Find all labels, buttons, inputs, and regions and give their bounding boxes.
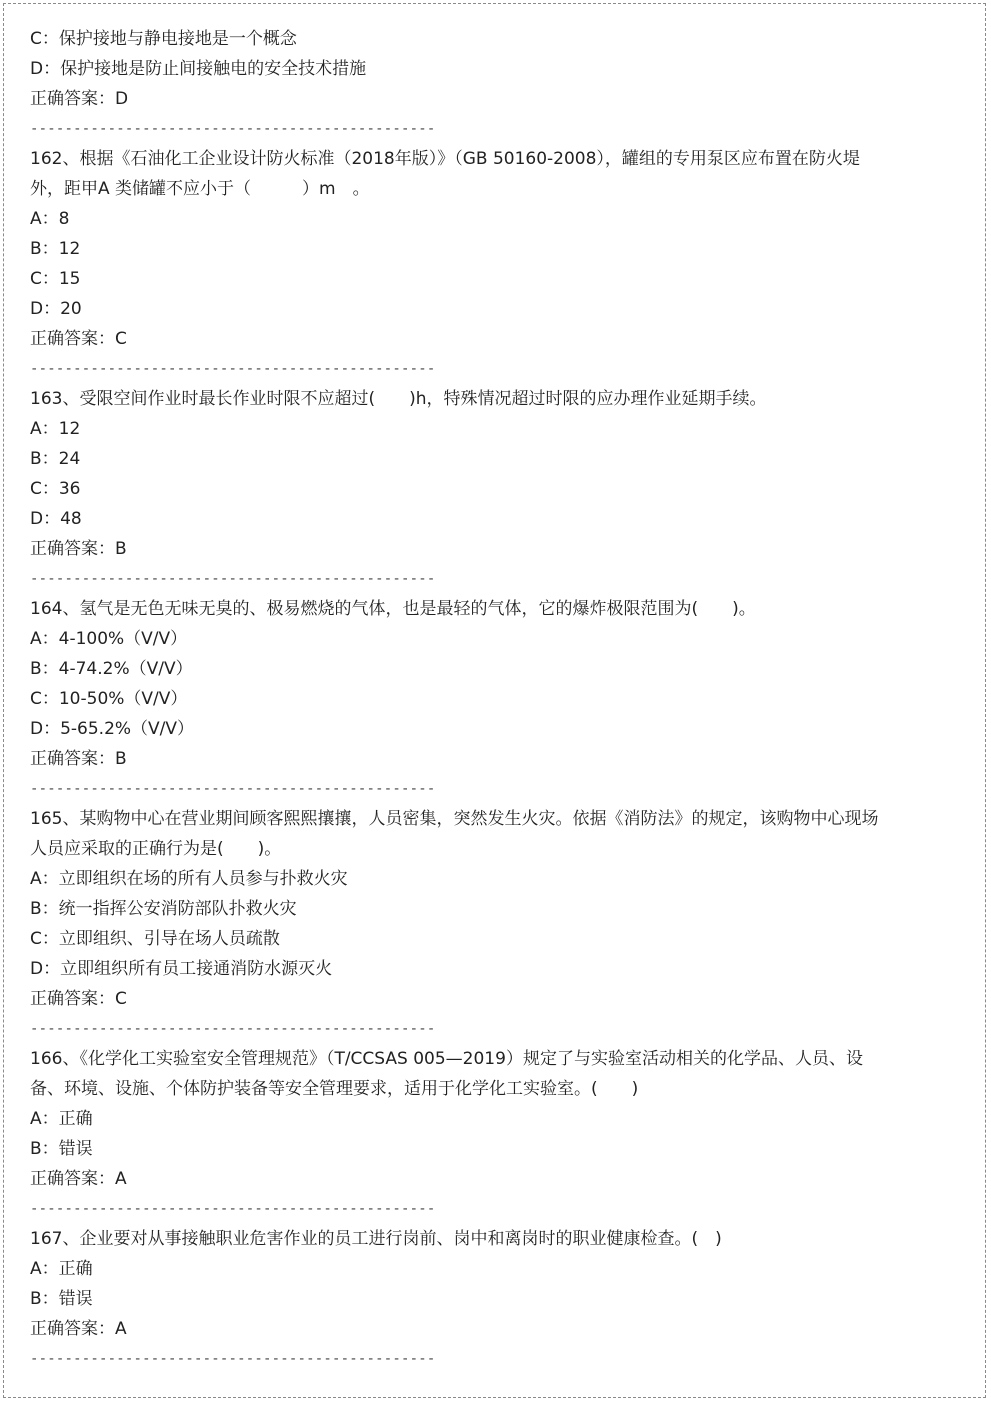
option-c: C：10-50%（V/V） bbox=[30, 689, 188, 709]
answer: 正确答案：A bbox=[30, 1169, 127, 1189]
option-a: A：正确 bbox=[30, 1109, 93, 1129]
answer: 正确答案：C bbox=[30, 989, 127, 1009]
separator: ----------------------------------------------- bbox=[30, 781, 436, 797]
question-163 bbox=[30, 384, 890, 594]
option-a: A：8 bbox=[30, 209, 70, 229]
question-162 bbox=[30, 144, 890, 384]
question-stem: 165、某购物中心在营业期间顾客熙熙攘攘，人员密集，突然发生火灾。依据《消防法》的规定，该购物中心现场人员应采取的正确行为是( )。 bbox=[30, 809, 879, 859]
separator: ----------------------------------------------- bbox=[30, 1351, 436, 1367]
option-a: A：12 bbox=[30, 419, 81, 439]
separator: ----------------------------------------------- bbox=[30, 1201, 436, 1217]
option-a: A：4-100%（V/V） bbox=[30, 629, 188, 649]
question-166 bbox=[30, 1044, 890, 1224]
option-d: D：20 bbox=[30, 299, 82, 319]
separator: ----------------------------------------------- bbox=[30, 571, 436, 587]
question-167 bbox=[30, 1224, 890, 1374]
question-stem: 167、企业要对从事接触职业危害作业的员工进行岗前、岗中和离岗时的职业健康检查。( ) bbox=[30, 1229, 722, 1249]
option-d: D：保护接地是防止间接触电的安全技术措施 bbox=[30, 59, 367, 79]
option-a: A：正确 bbox=[30, 1259, 93, 1279]
option-d: D：48 bbox=[30, 509, 82, 529]
separator: ----------------------------------------------- bbox=[30, 121, 436, 137]
question-stem: 166、《化学化工实验室安全管理规范》（T/CCSAS 005—2019）规定了与实验室活动相关的化学品、人员、设备、环境、设施、个体防护装备等安全管理要求，适用于化学化工实验室。( ) bbox=[30, 1049, 863, 1099]
separator: ----------------------------------------------- bbox=[30, 361, 436, 377]
answer: 正确答案：C bbox=[30, 329, 127, 349]
option-c: C：立即组织、引导在场人员疏散 bbox=[30, 929, 280, 949]
option-b: B：错误 bbox=[30, 1289, 93, 1309]
option-b: B：12 bbox=[30, 239, 81, 259]
option-c: C：36 bbox=[30, 479, 81, 499]
option-c: C：保护接地与静电接地是一个概念 bbox=[30, 29, 297, 49]
option-b: B：统一指挥公安消防部队扑救火灾 bbox=[30, 899, 297, 919]
answer: 正确答案：B bbox=[30, 539, 127, 559]
option-b: B：错误 bbox=[30, 1139, 93, 1159]
question-stem: 164、氢气是无色无味无臭的、极易燃烧的气体，也是最轻的气体，它的爆炸极限范围为( )。 bbox=[30, 599, 756, 619]
question-164 bbox=[30, 594, 890, 804]
question-stem: 162、根据《石油化工企业设计防火标准（2018年版）》（GB 50160-2008），罐组的专用泵区应布置在防火堤外，距甲A 类储罐不应小于（ ）m 。 bbox=[30, 149, 860, 199]
question-165 bbox=[30, 804, 890, 1044]
option-a: A：立即组织在场的所有人员参与扑救火灾 bbox=[30, 869, 348, 889]
option-d: D：5-65.2%（V/V） bbox=[30, 719, 195, 739]
answer: 正确答案：B bbox=[30, 749, 127, 769]
answer: 正确答案：D bbox=[30, 89, 129, 109]
question-stem: 163、受限空间作业时最长作业时限不应超过( )h，特殊情况超过时限的应办理作业延期手续。 bbox=[30, 389, 767, 409]
option-c: C：15 bbox=[30, 269, 81, 289]
partial-question bbox=[30, 24, 890, 144]
option-b: B：4-74.2%（V/V） bbox=[30, 659, 193, 679]
answer: 正确答案：A bbox=[30, 1319, 127, 1339]
separator: ----------------------------------------------- bbox=[30, 1021, 436, 1037]
option-b: B：24 bbox=[30, 449, 81, 469]
quiz-content bbox=[30, 24, 890, 1374]
option-d: D：立即组织所有员工接通消防水源灭火 bbox=[30, 959, 333, 979]
